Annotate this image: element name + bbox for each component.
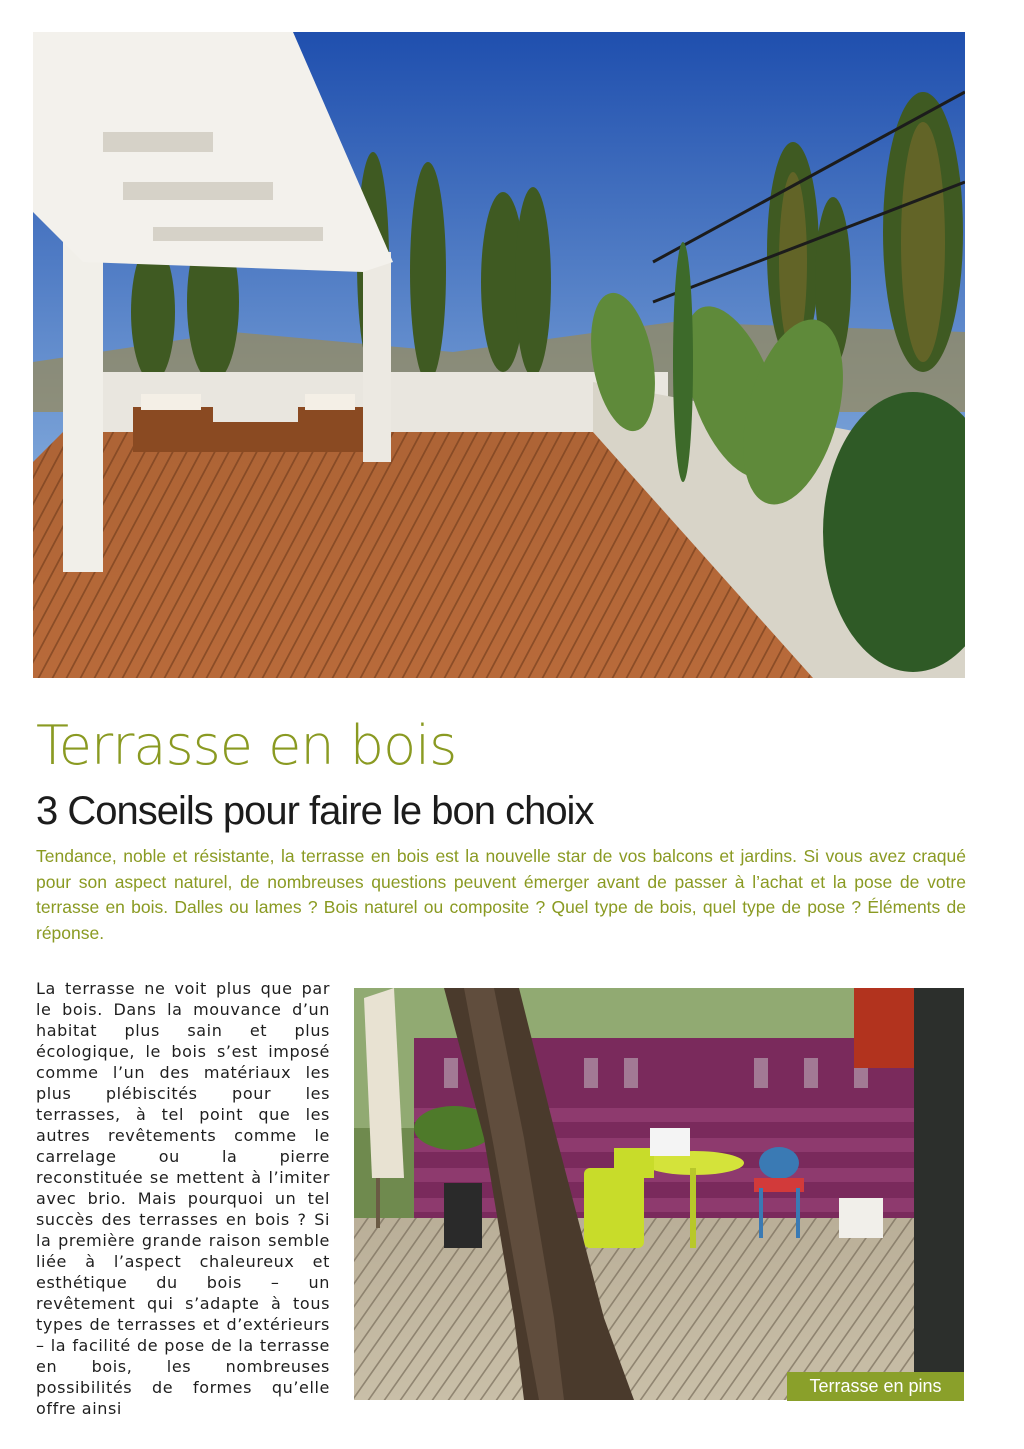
article-subtitle: 3 Conseils pour faire le bon choix [36,789,594,833]
article-title: Terrasse en bois [36,714,457,777]
hero-illustration [33,32,965,678]
hero-photo-wood-terrace [33,32,965,678]
photo-caption: Terrasse en pins [787,1372,964,1401]
photo-pine-terrace [354,988,964,1400]
article-body: La terrasse ne voit plus que par le bois. Dans la mouvance d’un habitat plus sain et plus écologique, le bois s’est imposé comme l’un des matériaux les plus plébiscités pour les terrasses, à tel point que les autres revêtements comme le carrelage ou la pierre reconstituée se mettent à l’imiter avec brio. Mais pourquoi un tel succès des terrasses en bois ? Si la première grande raison semble liée à l’aspect chaleureux et esthétique du bois – un revêtement qui s’adapte à tous types de terrasses et d’extérieurs – la facilité de pose de la terrasse en bois, les nombreuses possibilités de formes qu’elle offre ainsi [36,979,330,1418]
pine-terrace-illustration [354,988,964,1400]
article-intro: Tendance, noble et résistante, la terrasse en bois est la nouvelle star de vos balcons et jardins. Si vous avez craqué pour son aspect naturel, de nombreuses questions peuvent émerger avant de passer à l’achat et la pose de votre terrasse en bois. Dalles ou lames ? Bois naturel ou composite ? Quel type de bois, quel type de pose ? Éléments de réponse. [36,846,966,943]
